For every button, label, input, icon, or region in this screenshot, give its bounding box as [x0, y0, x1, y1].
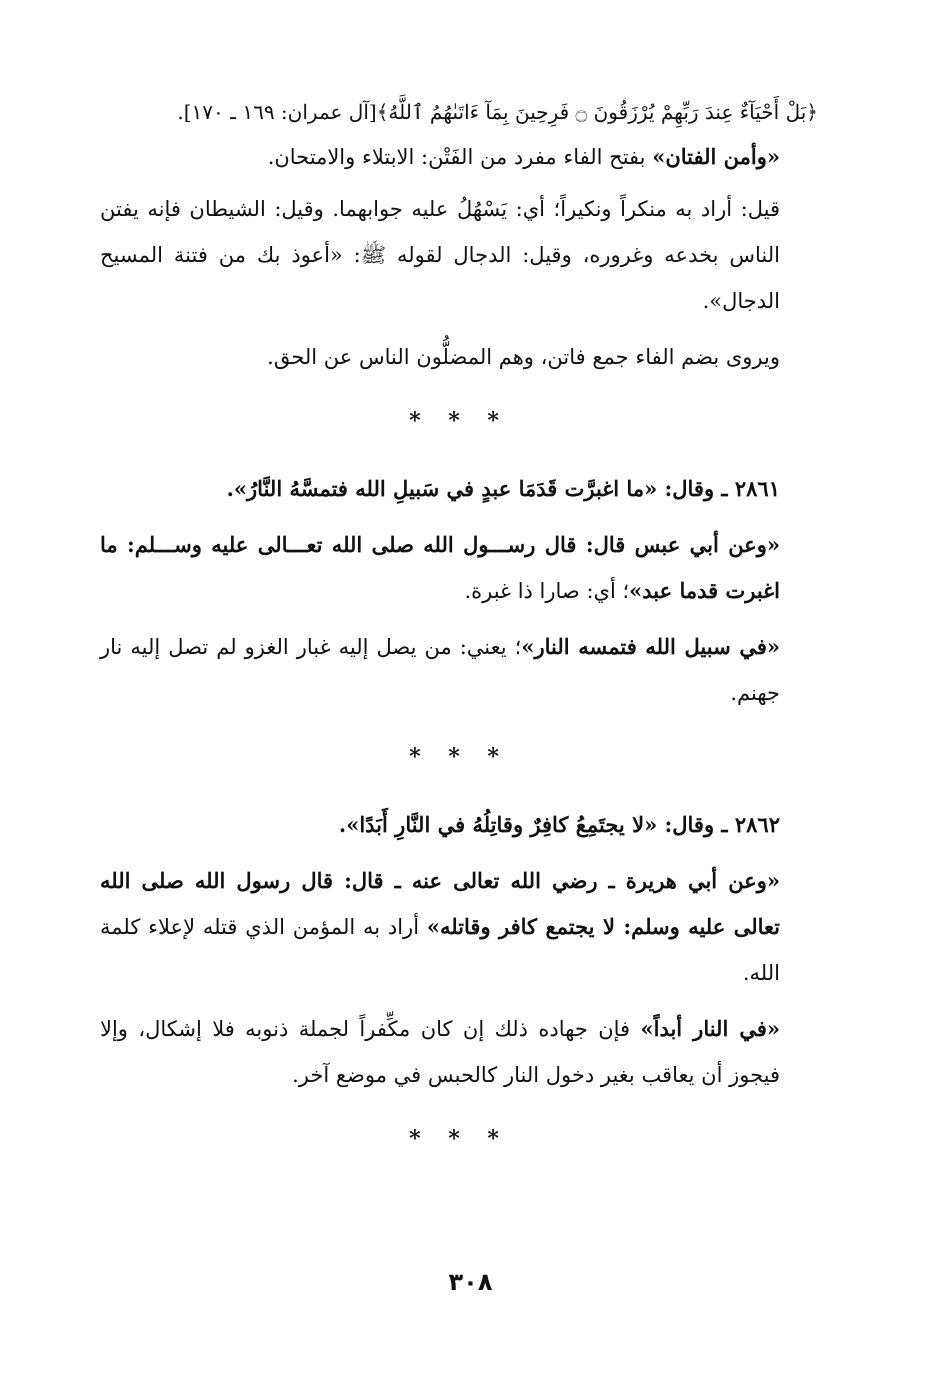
paragraph-text: فإن جهاده ذلك إن كان مكِّفراً لجملة ذنوبه فلا إشكال، وإلا فيجوز أن يعاقب بغير دخول النار كالحبس في موضع آخر. [100, 1017, 780, 1087]
paragraph-sabil [100, 624, 818, 716]
page-number: ٣٠٨ [448, 1268, 493, 1296]
section-divider: * * * [409, 1126, 509, 1152]
paragraph-text: ؛ يعني: من يصل إليه غبار الغزو لم تصل إليه نار جهنم. [100, 635, 780, 705]
paragraph-abi-abs [100, 522, 818, 614]
section-divider: * * * [409, 408, 509, 434]
paragraph-nar [100, 1006, 818, 1098]
quoted-term: «وأمن الفتان» [652, 144, 780, 169]
paragraph-text: بفتح الفاء مفرد من الفَتْن: الابتلاء والامتحان. [267, 145, 653, 169]
paragraph-abi-hurayra [100, 858, 818, 996]
page-body [100, 92, 818, 1184]
quran-verse: ﴿بَلْ أَحْيَآءٌ عِندَ رَبِّهِمْ يُرْزَقُونَ ۝ فَرِحِينَ بِمَآ ءَاتَىٰهُمُ ٱللَّهُ﴾ [376, 100, 818, 124]
hadith-heading-2862: ٢٨٦٢ ـ وقال: «لا يجتَمِعُ كافِرٌ وقاتِلُهُ في النَّارِ أَبَدًا». [338, 812, 780, 837]
quoted-hadith: «في سبيل الله فتمسه النار» [521, 634, 780, 659]
quoted-hadith: «وعن أبي عبس قال: قال رســـول الله صلى الله تعـــالى عليه وســـلم: ما اغبرت قدما عبد» [100, 532, 780, 603]
quran-verse-line [100, 92, 818, 132]
quoted-hadith: «وعن أبي هريرة ـ رضي الله تعالى عنه ـ قال: قال رسول الله صلى الله تعالى عليه وسلم: لا يجتمع كافر وقاتله» [100, 868, 780, 939]
paragraph-text: ؛ أي: صارا ذا غبرة. [464, 579, 630, 603]
quoted-hadith: «في النار أبداً» [640, 1016, 780, 1041]
hadith-heading-2861: ٢٨٦١ ـ وقال: «ما اغبرَّت قَدَمَا عبدٍ في سَبيلِ الله فتمسَّهُ النَّارُ». [226, 476, 780, 501]
paragraph-yurwa: ويروى بضم الفاء جمع فاتن، وهم المضلُّون الناس عن الحق. [267, 345, 780, 369]
paragraph-qila: قيل: أراد به منكراً ونكيراً؛ أي: يَسْهُلُ عليه جوابهما. وقيل: الشيطان فإنه يفتن الناس بخدعه وغروره، وقيل: الدجال لقوله ﷺ: «أعوذ بك من فتنة المسيح الدجال». [100, 197, 780, 313]
verse-reference: [آل عمران: ١٦٩ ـ ١٧٠]. [177, 100, 377, 124]
paragraph-text: أراد به المؤمن الذي قتله لإعلاء كلمة الله. [100, 915, 780, 985]
section-divider: * * * [409, 744, 509, 770]
paragraph-fattan [100, 138, 818, 176]
